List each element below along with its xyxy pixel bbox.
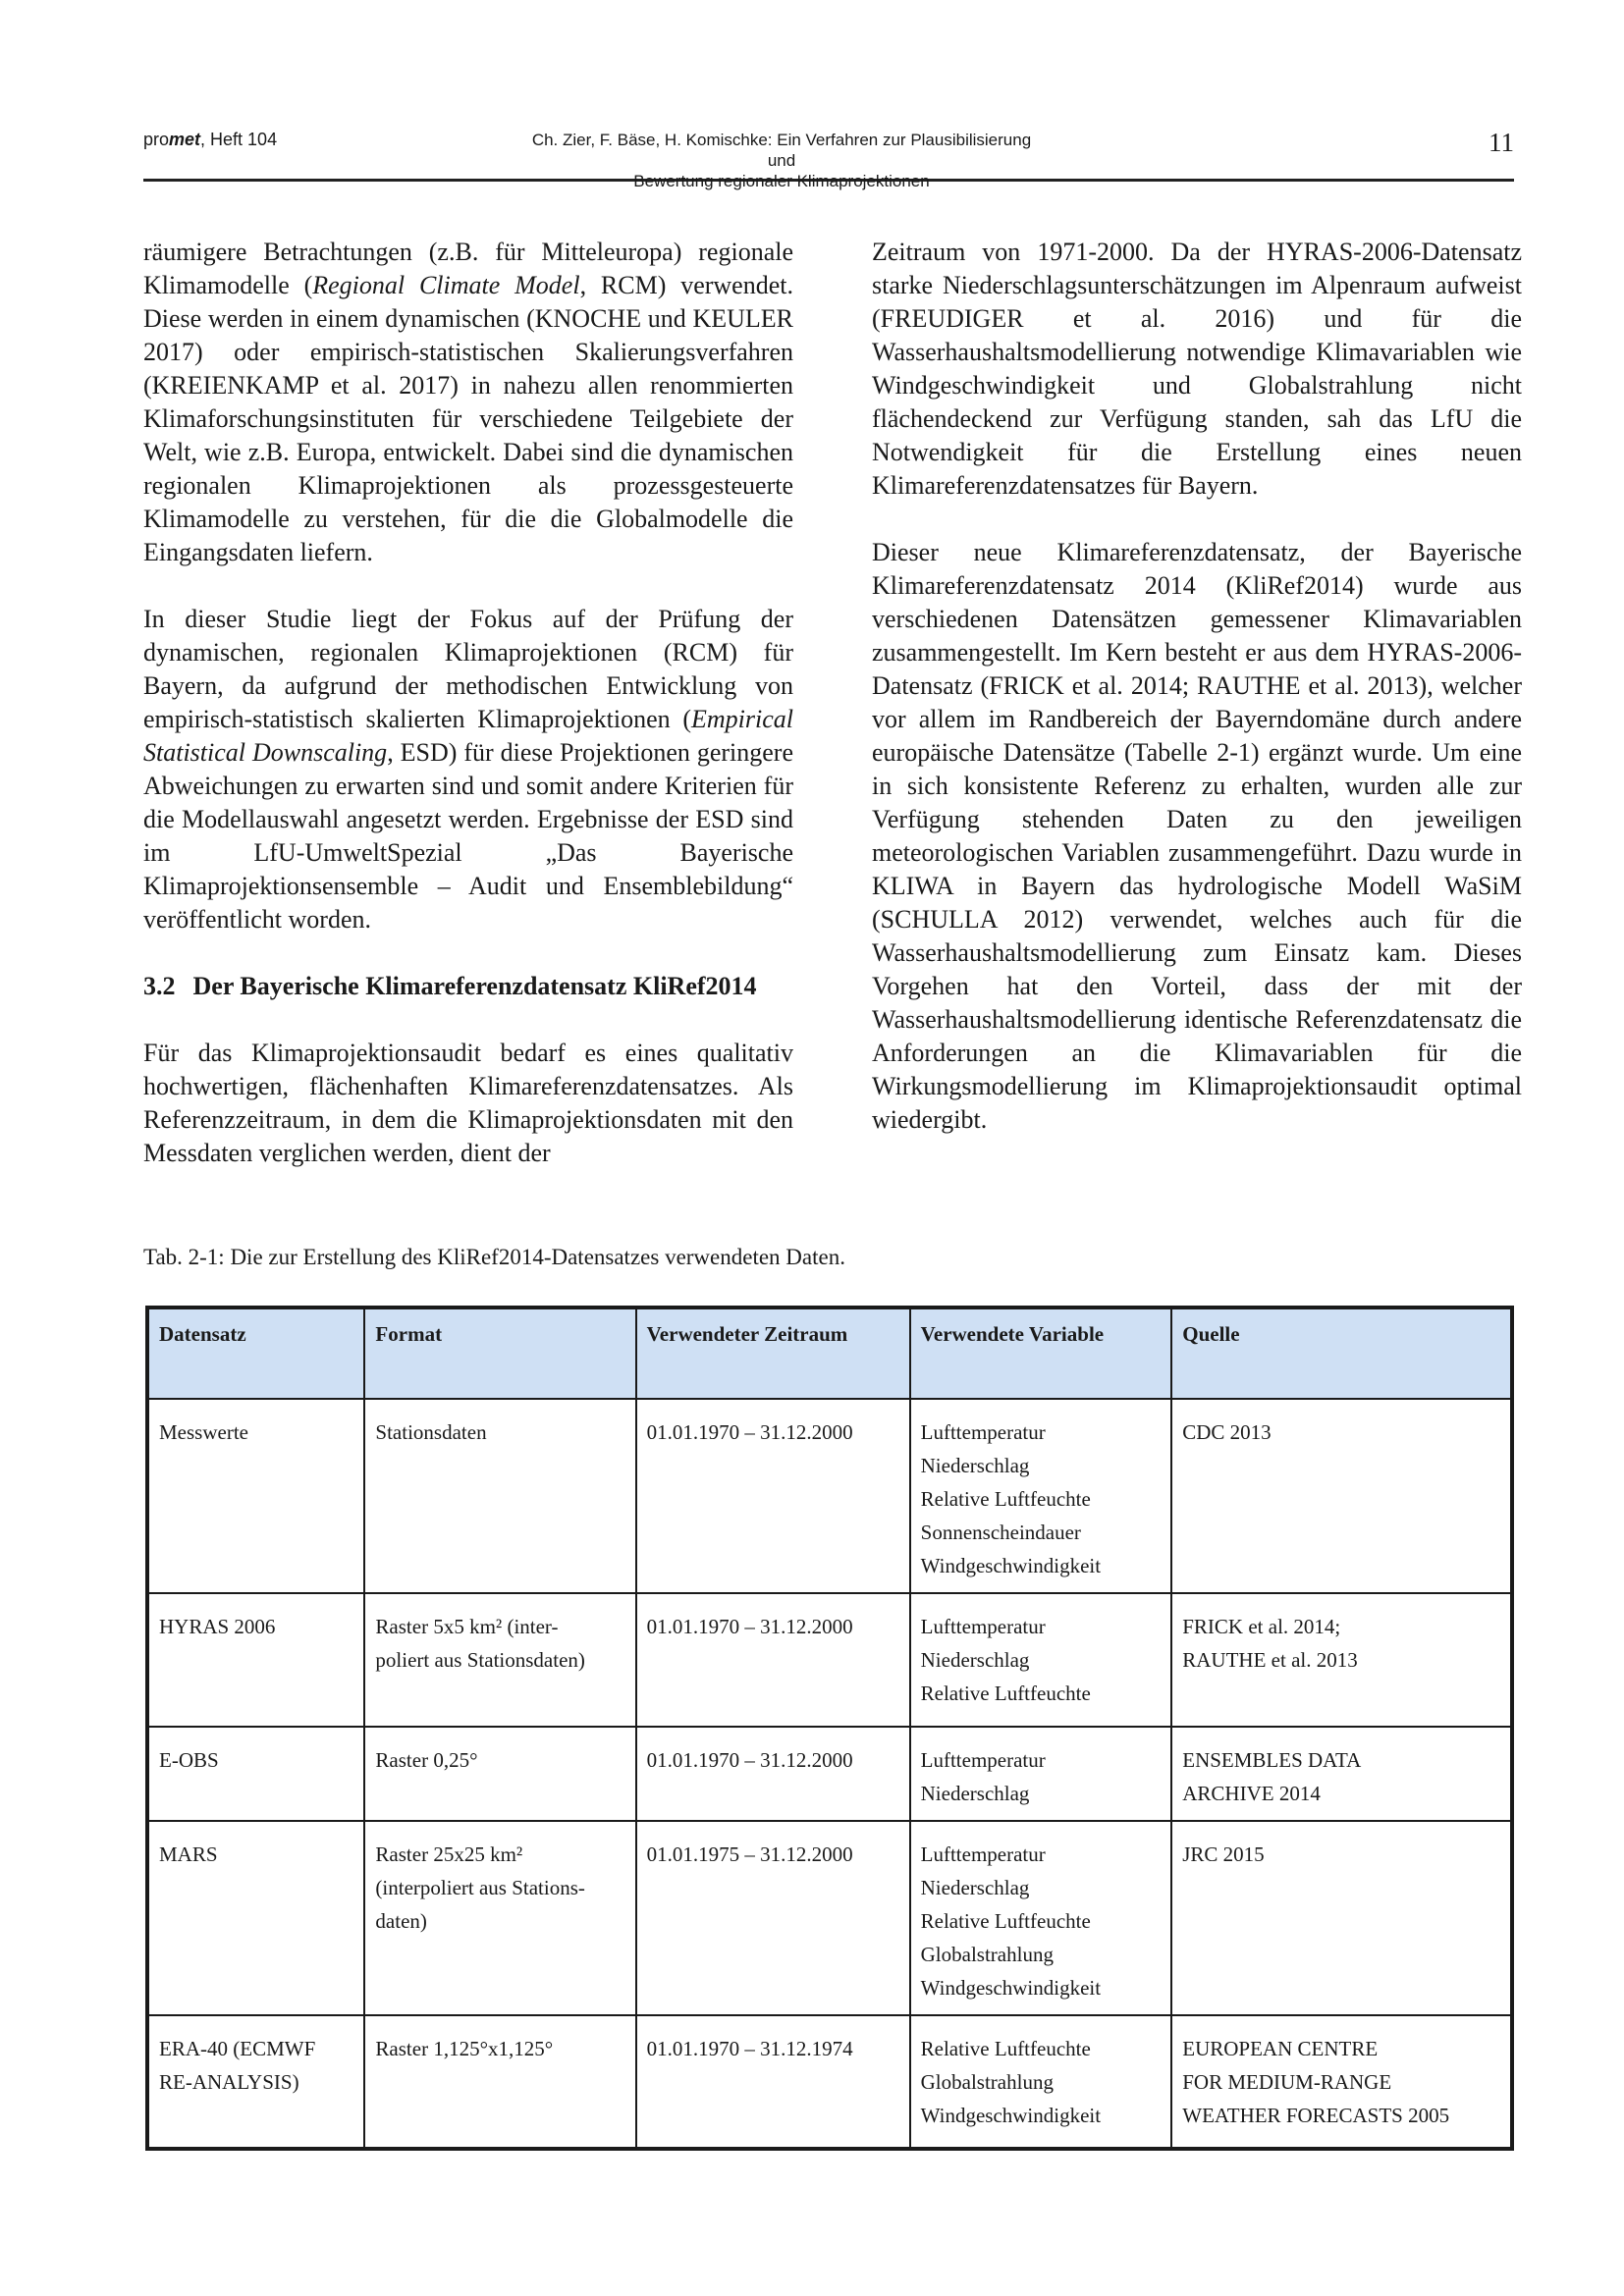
- paragraph: Für das Klimaprojektionsaudit bedarf es eines qualitativ hochwertigen, flächenhaften Klimareferenzdatensatzes. Als Referenzzeitraum, in dem die Klimaprojektionsdaten mit den Messdaten verglichen werden, dient der: [143, 1039, 793, 1167]
- cell-variables-line: Lufttemperatur: [920, 1615, 1046, 1638]
- cell-variables-line: Relative Luftfeuchte: [920, 2037, 1091, 2060]
- journal-name-pro: pro: [143, 130, 170, 149]
- journal-issue: , Heft 104: [200, 130, 278, 149]
- data-sources-table: [145, 1306, 1514, 2151]
- cell-variables-line: Relative Luftfeuchte: [920, 1909, 1091, 1933]
- cell-dataset-line: Messwerte: [159, 1420, 248, 1444]
- section-number: 3.2: [143, 972, 176, 1000]
- column-header: Verwendete Variable: [910, 1308, 1172, 1399]
- cell-period: 01.01.1970 – 31.12.2000: [636, 1727, 910, 1821]
- text-run: , ESD) für diese Projektionen geringere Abweichungen zu erwarten sind und somit andere Kriterien für die Modellauswahl angesetzt werden. Ergebnisse der ESD sind im LfU-UmweltSpezial „Das Bayerische Klimaprojektionsensemble – Audit und Ensemblebildung“ veröffentlicht worden.: [143, 738, 793, 934]
- cell-variables: [910, 1593, 1172, 1727]
- paragraph: [143, 603, 793, 936]
- table-caption: Tab. 2-1: Die zur Erstellung des KliRef2014-Datensatzes verwendeten Daten.: [143, 1245, 845, 1269]
- cell-variables-line: Sonnenscheindauer: [920, 1521, 1081, 1544]
- cell-dataset: [147, 1593, 364, 1727]
- page-number: 11: [1489, 128, 1514, 157]
- cell-variables: [910, 1821, 1172, 2015]
- cell-variables-line: Niederschlag: [920, 1454, 1030, 1477]
- cell-period: 01.01.1975 – 31.12.2000: [636, 1821, 910, 2015]
- cell-dataset-line: ERA-40 (ECMWF: [159, 2037, 316, 2060]
- cell-variables-line: Lufttemperatur: [920, 1420, 1046, 1444]
- section-heading: [143, 970, 793, 1003]
- cell-format: [364, 1399, 635, 1593]
- emphasis-text: Regional Climate Model: [312, 271, 580, 299]
- cell-source-line: CDC 2013: [1182, 1420, 1272, 1444]
- section-title: Der Bayerische Klimareferenzdatensatz KliRef2014: [192, 972, 757, 1000]
- cell-format-line: Raster 5x5 km² (inter-: [375, 1615, 559, 1638]
- cell-variables-line: Lufttemperatur: [920, 1842, 1046, 1866]
- cell-dataset: [147, 1399, 364, 1593]
- cell-dataset: [147, 1727, 364, 1821]
- table-row: [147, 1821, 1512, 2015]
- cell-format: [364, 1593, 635, 1727]
- cell-variables-line: Globalstrahlung: [920, 1943, 1054, 1966]
- cell-source: [1171, 2015, 1512, 2149]
- cell-variables-line: Windgeschwindigkeit: [920, 1554, 1102, 1577]
- cell-format: [364, 1821, 635, 2015]
- journal-reference: [143, 130, 277, 150]
- cell-source: [1171, 1727, 1512, 1821]
- page-header: [143, 126, 1514, 190]
- paragraph: Zeitraum von 1971-2000. Da der HYRAS-2006-Datensatz starke Niederschlagsunterschätzungen im Alpenraum aufweist (FREUDIGER et al. 2016) und für die Wasserhaushaltsmodellierung notwendige Klimavariablen wie Windgeschwindigkeit und Globalstrahlung nicht flächendeckend zur Verfügung standen, sah das LfU die Notwendigkeit für die Erstellung eines neuen Klimareferenzdatensatzes für Bayern.: [872, 238, 1522, 500]
- cell-format-line: daten): [375, 1909, 427, 1933]
- cell-format-line: poliert aus Stationsdaten): [375, 1648, 585, 1672]
- cell-period: 01.01.1970 – 31.12.2000: [636, 1593, 910, 1727]
- cell-dataset-line: RE-ANALYSIS): [159, 2070, 299, 2094]
- cell-dataset-line: MARS: [159, 1842, 218, 1866]
- table-row: [147, 2015, 1512, 2149]
- cell-source-line: ARCHIVE 2014: [1182, 1782, 1321, 1805]
- cell-variables: [910, 1399, 1172, 1593]
- cell-format-line: Raster 1,125°x1,125°: [375, 2037, 554, 2060]
- cell-source: [1171, 1821, 1512, 2015]
- paragraph: [143, 236, 793, 569]
- cell-format-line: (interpoliert aus Stations-: [375, 1876, 585, 1899]
- table-row: [147, 1399, 1512, 1593]
- cell-source-line: FOR MEDIUM-RANGE: [1182, 2070, 1392, 2094]
- cell-period: 01.01.1970 – 31.12.2000: [636, 1399, 910, 1593]
- cell-variables-line: Relative Luftfeuchte: [920, 1487, 1091, 1511]
- table-row: [147, 1593, 1512, 1727]
- cell-format-line: Stationsdaten: [375, 1420, 487, 1444]
- emphasis-text: Empirical Statistical Downscaling: [143, 705, 793, 767]
- cell-variables-line: Windgeschwindigkeit: [920, 2104, 1102, 2127]
- cell-dataset: [147, 2015, 364, 2149]
- cell-source-line: WEATHER FORECASTS 2005: [1182, 2104, 1450, 2127]
- running-title: [516, 130, 1047, 191]
- paragraph: Dieser neue Klimareferenzdatensatz, der Bayerische Klimareferenzdatensatz 2014 (KliRef2014) wurde aus verschiedenen Datensätzen gemessener Klimavariablen zusammengestellt. Im Kern besteht er aus dem HYRAS-2006-Datensatz (FRICK et al. 2014; RAUTHE et al. 2013), welcher vor allem im Randbereich der Bayerndomäne durch andere europäische Datensätze (Tabelle 2-1) ergänzt wurde. Um eine in sich konsistente Referenz zu erhalten, wurden alle zur Verfügung stehenden Daten zu den jeweiligen meteorologischen Variablen zusammengeführt. Dazu wurde in KLIWA in Bayern das hydrologische Modell WaSiM (SCHULLA 2012) verwendet, welches auch für die Wasserhaushaltsmodellierung zum Einsatz kam. Dieses Vorgehen hat den Vorteil, dass der mit der Wasserhaushaltsmodellierung identische Referenzdatensatz die Anforderungen an die Klimavariablen für die Wirkungsmodellierung im Klimaprojektionsaudit optimal wiedergibt.: [872, 538, 1522, 1134]
- cell-source: [1171, 1399, 1512, 1593]
- cell-variables-line: Niederschlag: [920, 1648, 1030, 1672]
- running-title-line: Ch. Zier, F. Bäse, H. Komischke: Ein Verfahren zur Plausibilisierung und: [531, 131, 1032, 170]
- cell-source-line: RAUTHE et al. 2013: [1182, 1648, 1358, 1672]
- cell-variables-line: Windgeschwindigkeit: [920, 1976, 1102, 2000]
- left-column: [143, 236, 793, 1203]
- cell-variables-line: Relative Luftfeuchte: [920, 1682, 1091, 1705]
- cell-format: [364, 2015, 635, 2149]
- column-header: Quelle: [1171, 1308, 1512, 1399]
- cell-format: [364, 1727, 635, 1821]
- text-run: räumigere Betrachtungen (z.B. für Mitteleuropa) regionale Klimamodelle (: [143, 238, 793, 299]
- cell-variables-line: Niederschlag: [920, 1782, 1030, 1805]
- table-header-row: [147, 1308, 1512, 1399]
- cell-format-line: Raster 0,25°: [375, 1748, 478, 1772]
- column-header: Verwendeter Zeitraum: [636, 1308, 910, 1399]
- cell-variables: [910, 2015, 1172, 2149]
- text-run: , RCM) verwendet. Diese werden in einem dynamischen (KNOCHE und KEULER 2017) oder empirisch-statistischen Skalierungsverfahren (KREIENKAMP et al. 2017) in nahezu allen renommierten Klimaforschungsinstituten für verschiedene Teilgebiete der Welt, wie z.B. Europa, entwickelt. Dabei sind die dynamischen regionalen Klimaprojektionen als prozessgesteuerte Klimamodelle zu verstehen, für die die Globalmodelle die Eingangsdaten liefern.: [143, 271, 793, 566]
- table-body: [147, 1399, 1512, 2149]
- cell-source-line: JRC 2015: [1182, 1842, 1265, 1866]
- cell-source-line: ENSEMBLES DATA: [1182, 1748, 1362, 1772]
- journal-name-met: met: [169, 130, 201, 149]
- cell-source: [1171, 1593, 1512, 1727]
- cell-dataset-line: HYRAS 2006: [159, 1615, 276, 1638]
- cell-variables: [910, 1727, 1172, 1821]
- text-run: In dieser Studie liegt der Fokus auf der Prüfung der dynamischen, regionalen Klimaprojektionen (RCM) für Bayern, da aufgrund der methodischen Entwicklung von empirisch-statistisch skalierten Klimaprojektionen (: [143, 605, 793, 733]
- cell-period: 01.01.1970 – 31.12.1974: [636, 2015, 910, 2149]
- cell-variables-line: Niederschlag: [920, 1876, 1030, 1899]
- right-column: [872, 236, 1522, 1170]
- table-row: [147, 1727, 1512, 1821]
- cell-variables-line: Globalstrahlung: [920, 2070, 1054, 2094]
- cell-dataset-line: E-OBS: [159, 1748, 219, 1772]
- cell-format-line: Raster 25x25 km²: [375, 1842, 523, 1866]
- cell-source-line: EUROPEAN CENTRE: [1182, 2037, 1379, 2060]
- running-title-line: Bewertung regionaler Klimaprojektionen: [633, 172, 930, 190]
- cell-variables-line: Lufttemperatur: [920, 1748, 1046, 1772]
- column-header: Format: [364, 1308, 635, 1399]
- cell-source-line: FRICK et al. 2014;: [1182, 1615, 1341, 1638]
- column-header: Datensatz: [147, 1308, 364, 1399]
- cell-dataset: [147, 1821, 364, 2015]
